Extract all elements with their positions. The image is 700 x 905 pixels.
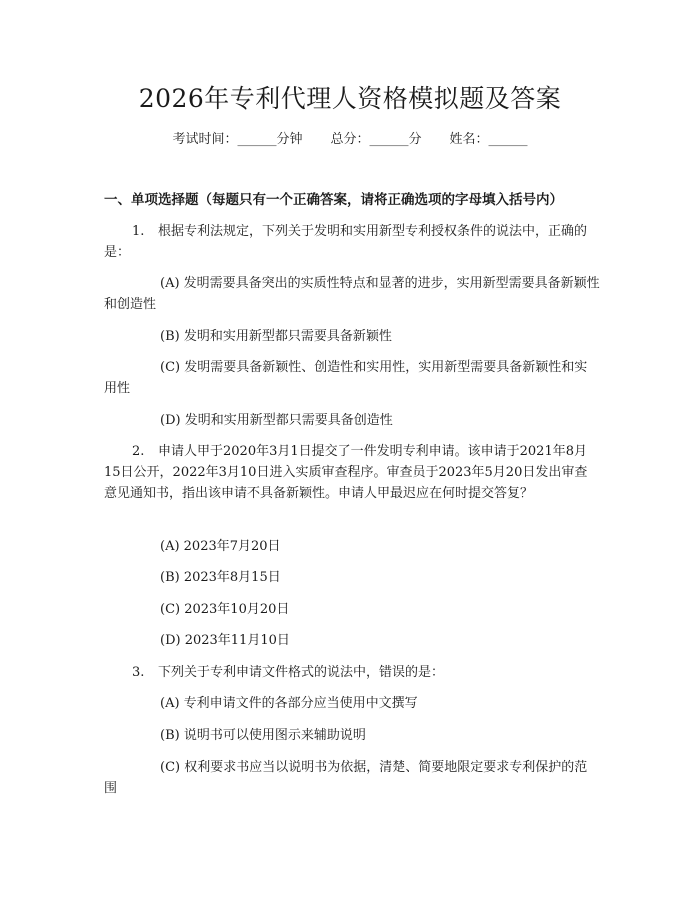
question-text: 根据专利法规定，下列关于发明和实用新型专利授权条件的说法中，正确的是： [104, 224, 588, 260]
question-3-option-b: (B) 说明书可以使用图示来辅助说明 [160, 728, 366, 743]
question-1-option-c: (C) 发明需要具备新颖性、创造性和实用性，实用新型需要具备新颖性和实用性 [104, 360, 588, 396]
question-text: 下列关于专利申请文件格式的说法中，错误的是： [158, 665, 445, 680]
total-score-field: 总分：______分 [330, 132, 422, 147]
question-number: 3. [132, 665, 145, 680]
question-text: 申请人甲于2020年3月1日提交了一件发明专利申请。该申请于2021年8月15日公开，2022年3月10日进入实质审查程序。审查员于2023年5月20日发出审查意见通知书，指出该申请不具备新颖性。申请人甲最迟应在何时提交答复？ [104, 444, 588, 501]
question-number: 1. [132, 224, 145, 239]
question-1-option-b: (B) 发明和实用新型都只需要具备新颖性 [160, 329, 392, 344]
name-field: 姓名：______ [449, 132, 528, 147]
exam-time-field: 考试时间：______分钟 [172, 132, 303, 147]
question-3-option-c: (C) 权利要求书应当以说明书为依据，清楚、简要地限定要求专利保护的范围 [104, 760, 588, 796]
question-2-option-d: (D) 2023年11月10日 [160, 633, 290, 648]
question-number: 2. [132, 444, 145, 459]
section-heading: 一、单项选择题（每题只有一个正确答案，请将正确选项的字母填入括号内） [104, 192, 563, 208]
question-2-option-c: (C) 2023年10月20日 [160, 602, 290, 617]
question-1-option-d: (D) 发明和实用新型都只需要具备创造性 [160, 413, 393, 428]
question-1-stem [104, 221, 600, 263]
question-3-option-a: (A) 专利申请文件的各部分应当使用中文撰写 [160, 696, 418, 711]
exam-info-line [0, 130, 700, 150]
question-3-stem [104, 662, 600, 683]
question-2-stem [104, 441, 600, 504]
page-title: 2026年专利代理人资格模拟题及答案 [138, 84, 562, 113]
question-2-option-b: (B) 2023年8月15日 [160, 570, 281, 585]
question-1-option-a: (A) 发明需要具备突出的实质性特点和显著的进步，实用新型需要具备新颖性和创造性 [104, 276, 600, 312]
question-2-option-a: (A) 2023年7月20日 [160, 539, 281, 554]
